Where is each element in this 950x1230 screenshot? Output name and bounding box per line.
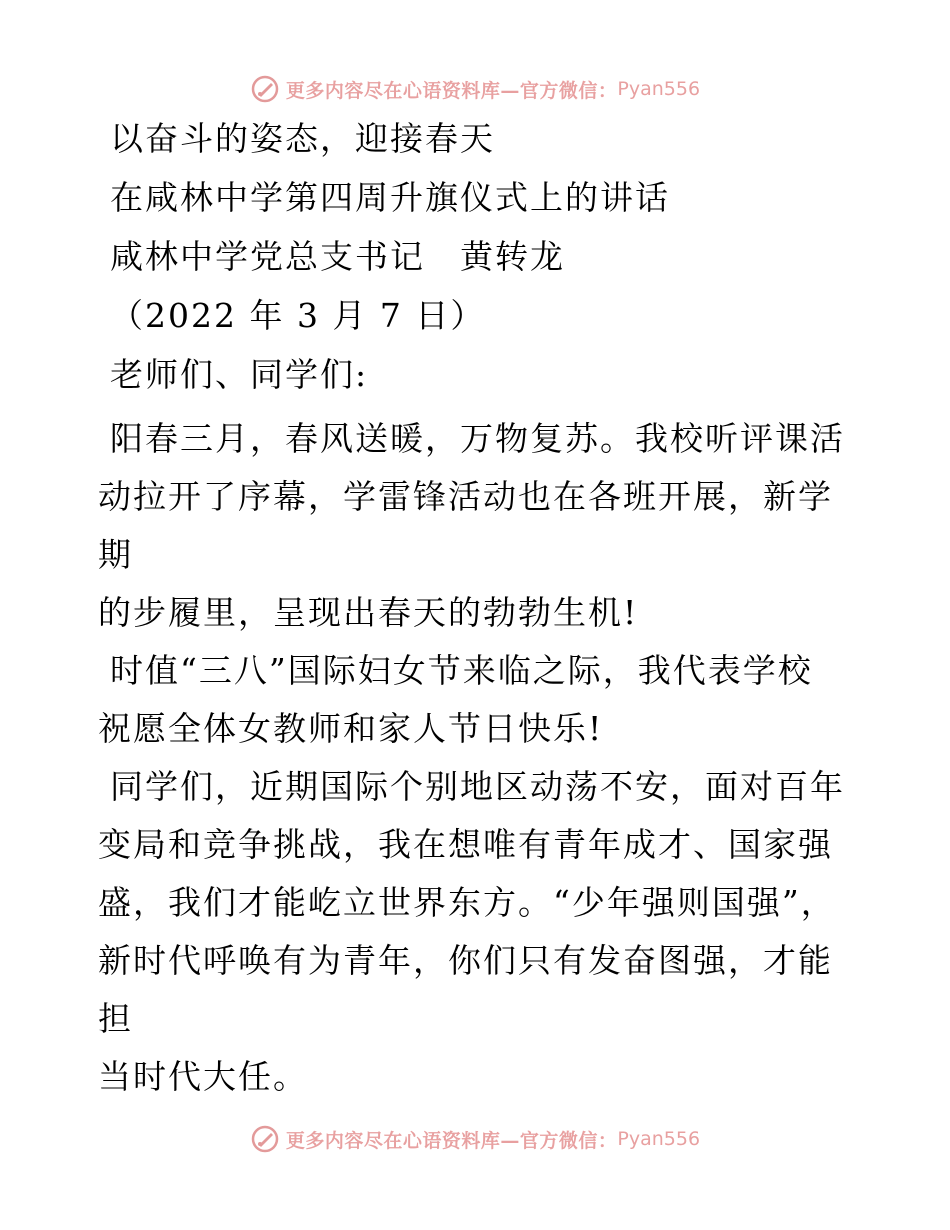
- quill-seal-icon: [250, 74, 280, 104]
- paragraph-1: [98, 410, 858, 642]
- watermark-text: 更多内容尽在心语资料库—官方微信：: [285, 1129, 618, 1152]
- paragraph-3: [98, 758, 858, 1106]
- paragraph-2: [98, 642, 858, 758]
- paragraph-line: 祝愿全体女教师和家人节日快乐!: [98, 709, 604, 748]
- paragraph-line: 同学们，近期国际个别地区动荡不安，面对百年: [110, 767, 845, 806]
- document-date: （2022 年 3 月 7 日）: [110, 296, 486, 335]
- paragraph-line: 变局和竞争挑战，我在想唯有青年成才、国家强: [98, 825, 833, 864]
- document-greeting: 老师们、同学们:: [110, 355, 369, 394]
- paragraph-line: 动拉开了序幕，学雷锋活动也在各班开展，新学期: [98, 477, 833, 574]
- paragraph-line: 新时代呼唤有为青年，你们只有发奋图强，才能担: [98, 941, 833, 1038]
- footer-watermark: [0, 1122, 950, 1156]
- document-body: [98, 120, 858, 1106]
- paragraph-line: 当时代大任。: [98, 1057, 308, 1096]
- document-subtitle: 在咸林中学第四周升旗仪式上的讲话: [110, 178, 670, 217]
- document-title: 以奋斗的姿态，迎接春天: [110, 119, 495, 158]
- paragraph-line: 时值“三八”国际妇女节来临之际，我代表学校: [110, 651, 813, 690]
- quill-seal-icon: [250, 1124, 280, 1154]
- document-author: 咸林中学党总支书记 黄转龙: [110, 237, 565, 276]
- watermark-text: 更多内容尽在心语资料库—官方微信：: [285, 79, 618, 102]
- header-watermark: [0, 72, 950, 106]
- watermark-wechat-id: Pyan556: [617, 1128, 701, 1150]
- paragraph-line: 的步履里，呈现出春天的勃勃生机!: [98, 593, 639, 632]
- watermark-wechat-id: Pyan556: [617, 78, 701, 100]
- paragraph-line: 盛，我们才能屹立世界东方。“少年强则国强”，: [98, 883, 836, 922]
- paragraph-line: 阳春三月，春风送暖，万物复苏。我校听评课活: [110, 419, 845, 458]
